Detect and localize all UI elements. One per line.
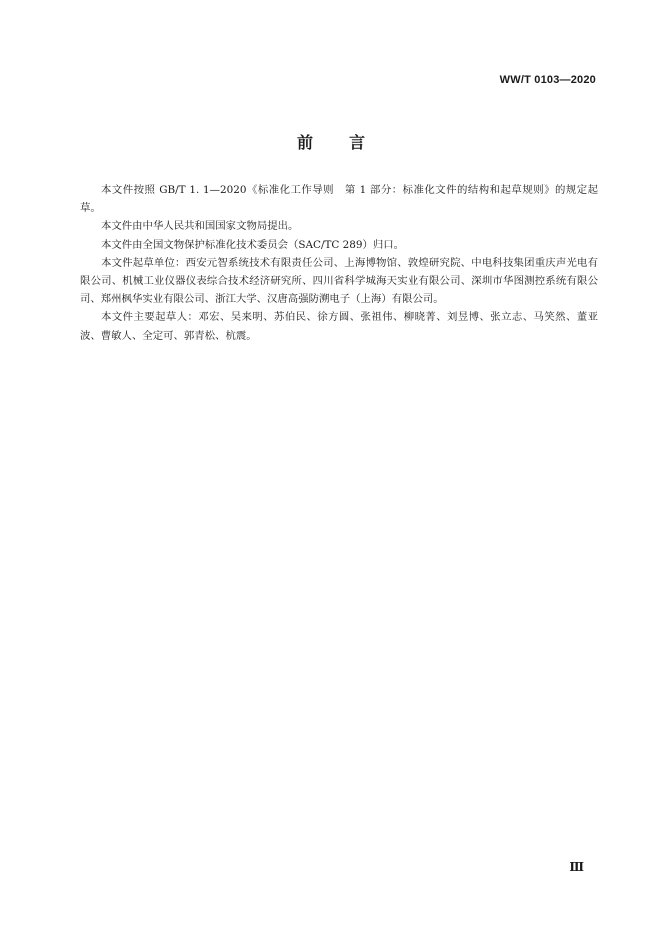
paragraph-drafters: 本文件主要起草人：邓宏、吴来明、苏伯民、徐方圆、张祖伟、柳晓菁、刘昱博、张立志、马笑然、董亚波、曹敏人、全定可、郭青松、杭震。 [80,311,598,342]
section-title: 前言 [296,133,401,152]
foreword-body [80,181,598,345]
page-number: Ⅲ [569,860,584,874]
paragraph-drafting-rules: 本文件按照 GB/T 1. 1—2020《标准化工作导则 第 1 部分：标准化文件的结构和起草规则》的规定起草。 [80,184,598,215]
standard-code: WW/T 0103—2020 [499,74,596,86]
paragraph-committee: 本文件由全国文物保护标准化技术委员会（SAC/TC 289）归口。 [101,238,405,251]
paragraph-proposer: 本文件由中华人民共和国国家文物局提出。 [101,220,299,233]
paragraph-drafting-units: 本文件起草单位：西安元智系统技术有限责任公司、上海博物馆、敦煌研究院、中电科技集团重庆声光电有限公司、机械工业仪器仪表综合技术经济研究所、四川省科学城海天实业有限公司、深圳市华图测控系统有限公司、郑州枫华实业有限公司、浙江大学、汉唐高强防溯电子（上海）有限公司。 [80,256,598,306]
